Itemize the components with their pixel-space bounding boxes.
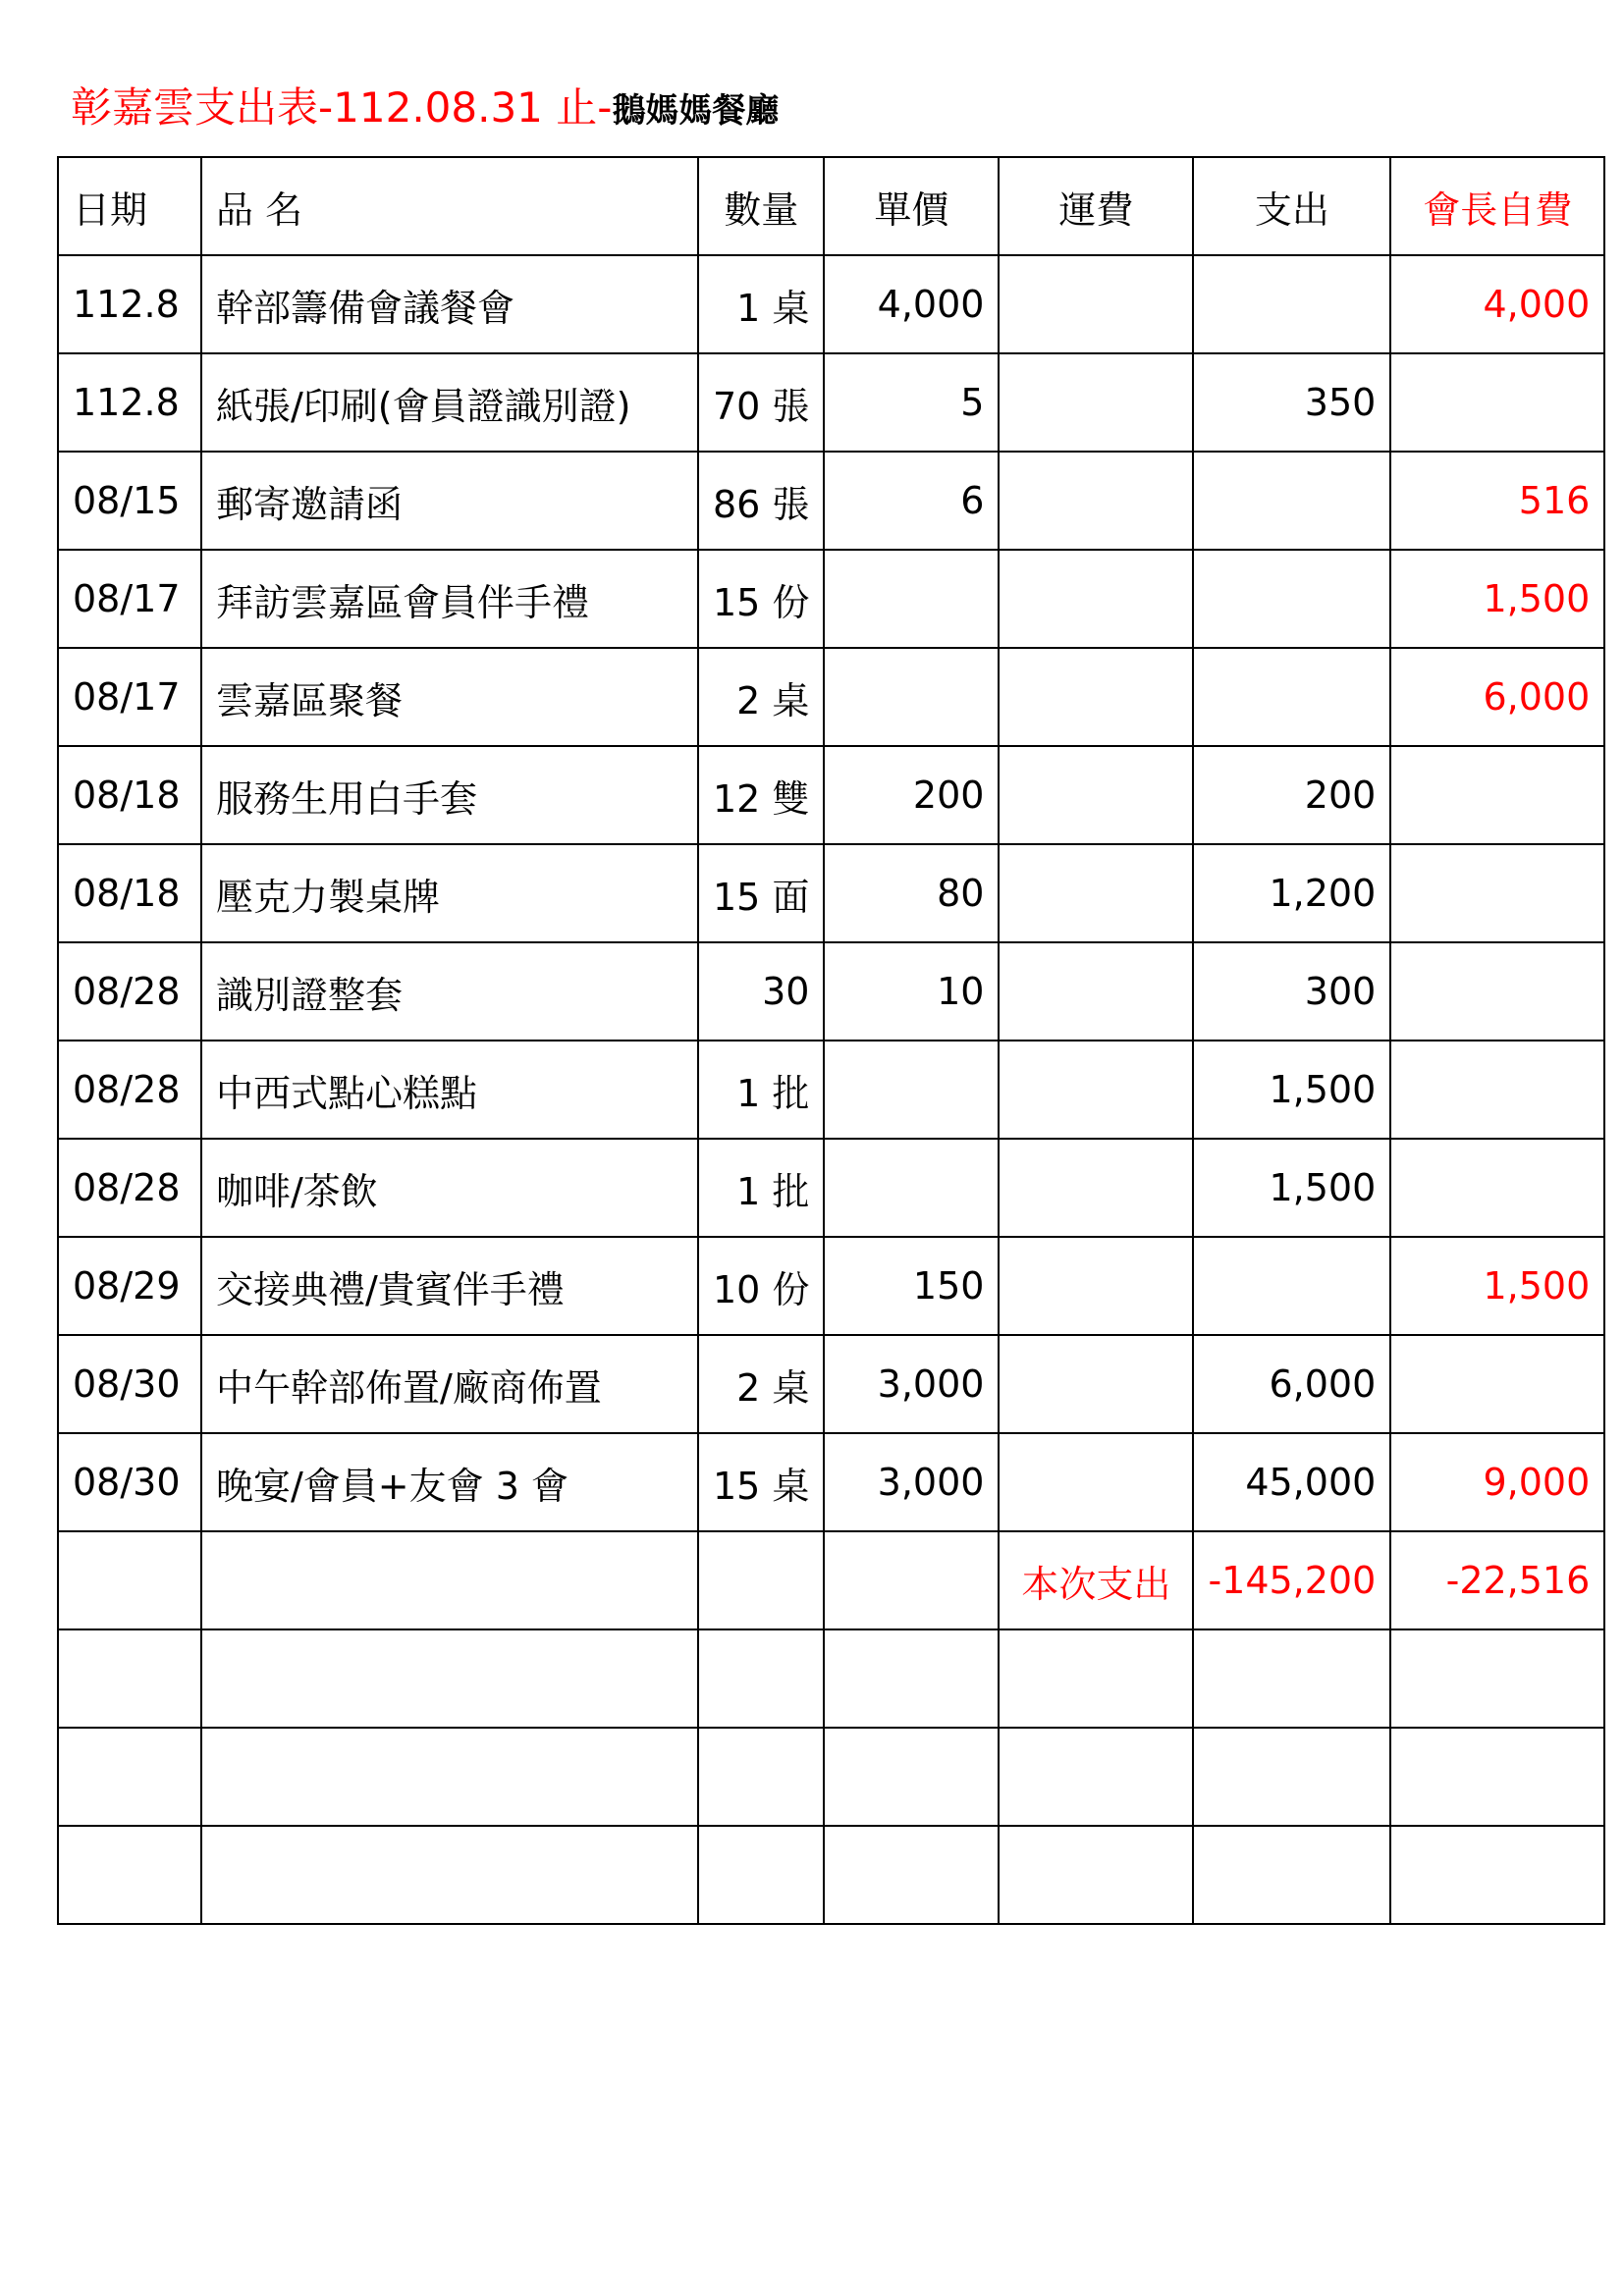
cell-empty bbox=[999, 1728, 1193, 1826]
cell-date: 08/28 bbox=[58, 942, 201, 1041]
cell-date: 08/15 bbox=[58, 452, 201, 550]
cell-president-paid bbox=[1390, 844, 1604, 942]
table-row bbox=[58, 1041, 1604, 1139]
totals-president: -22,516 bbox=[1390, 1531, 1604, 1629]
cell-date: 08/29 bbox=[58, 1237, 201, 1335]
cell-shipping bbox=[999, 353, 1193, 452]
cell-date: 08/18 bbox=[58, 844, 201, 942]
cell-expense: 350 bbox=[1193, 353, 1390, 452]
cell-shipping bbox=[999, 1335, 1193, 1433]
cell-date: 08/30 bbox=[58, 1335, 201, 1433]
cell-item-name: 雲嘉區聚餐 bbox=[201, 648, 698, 746]
cell-expense: 1,200 bbox=[1193, 844, 1390, 942]
cell-shipping bbox=[999, 844, 1193, 942]
cell-president-paid: 1,500 bbox=[1390, 1237, 1604, 1335]
empty-row bbox=[58, 1728, 1604, 1826]
cell-date: 08/28 bbox=[58, 1041, 201, 1139]
cell-expense: 1,500 bbox=[1193, 1041, 1390, 1139]
cell-empty bbox=[1193, 1629, 1390, 1728]
cell-president-paid bbox=[1390, 942, 1604, 1041]
cell-shipping bbox=[999, 746, 1193, 844]
header-president: 會長自費 bbox=[1390, 157, 1604, 255]
cell-unit-price: 3,000 bbox=[824, 1335, 999, 1433]
table-row bbox=[58, 1139, 1604, 1237]
cell-item-name: 拜訪雲嘉區會員伴手禮 bbox=[201, 550, 698, 648]
cell-quantity: 2 桌 bbox=[698, 648, 824, 746]
cell-item-name: 中午幹部佈置/廠商佈置 bbox=[201, 1335, 698, 1433]
cell-quantity: 12 雙 bbox=[698, 746, 824, 844]
cell-unit-price: 150 bbox=[824, 1237, 999, 1335]
cell-empty bbox=[999, 1629, 1193, 1728]
cell-expense bbox=[1193, 1237, 1390, 1335]
header-date: 日期 bbox=[58, 157, 201, 255]
table-row bbox=[58, 353, 1604, 452]
cell-item-name: 中西式點心糕點 bbox=[201, 1041, 698, 1139]
cell-empty bbox=[58, 1728, 201, 1826]
expense-table-body bbox=[58, 157, 1604, 1924]
cell-quantity: 10 份 bbox=[698, 1237, 824, 1335]
cell-expense bbox=[1193, 550, 1390, 648]
table-row bbox=[58, 452, 1604, 550]
document-title bbox=[71, 79, 779, 146]
header-row bbox=[58, 157, 1604, 255]
cell-quantity: 1 批 bbox=[698, 1139, 824, 1237]
cell-unit-price: 80 bbox=[824, 844, 999, 942]
table-row bbox=[58, 255, 1604, 353]
header-expense: 支出 bbox=[1193, 157, 1390, 255]
cell-empty bbox=[1193, 1826, 1390, 1924]
header-shipping: 運費 bbox=[999, 157, 1193, 255]
cell-expense: 6,000 bbox=[1193, 1335, 1390, 1433]
cell-item-name: 識別證整套 bbox=[201, 942, 698, 1041]
cell-shipping bbox=[999, 648, 1193, 746]
cell-empty bbox=[58, 1826, 201, 1924]
cell-empty bbox=[1390, 1728, 1604, 1826]
table-row bbox=[58, 1335, 1604, 1433]
cell-shipping bbox=[999, 550, 1193, 648]
cell-empty bbox=[1390, 1629, 1604, 1728]
header-qty: 數量 bbox=[698, 157, 824, 255]
cell-item-name: 紙張/印刷(會員證識別證) bbox=[201, 353, 698, 452]
totals-row bbox=[58, 1531, 1604, 1629]
cell-president-paid: 516 bbox=[1390, 452, 1604, 550]
cell-item-name: 交接典禮/貴賓伴手禮 bbox=[201, 1237, 698, 1335]
cell-quantity: 2 桌 bbox=[698, 1335, 824, 1433]
cell-shipping bbox=[999, 1433, 1193, 1531]
table-row bbox=[58, 844, 1604, 942]
cell-shipping bbox=[999, 1041, 1193, 1139]
cell-date: 112.8 bbox=[58, 255, 201, 353]
cell-empty bbox=[201, 1629, 698, 1728]
cell-empty bbox=[999, 1826, 1193, 1924]
cell-unit-price: 4,000 bbox=[824, 255, 999, 353]
cell-president-paid: 9,000 bbox=[1390, 1433, 1604, 1531]
cell-president-paid bbox=[1390, 746, 1604, 844]
cell-president-paid bbox=[1390, 1041, 1604, 1139]
table-row bbox=[58, 1433, 1604, 1531]
cell-empty bbox=[201, 1826, 698, 1924]
cell-quantity: 15 份 bbox=[698, 550, 824, 648]
cell-expense: 200 bbox=[1193, 746, 1390, 844]
cell-unit-price: 5 bbox=[824, 353, 999, 452]
cell-empty bbox=[824, 1531, 999, 1629]
cell-president-paid bbox=[1390, 353, 1604, 452]
cell-quantity: 30 bbox=[698, 942, 824, 1041]
cell-quantity: 15 桌 bbox=[698, 1433, 824, 1531]
cell-date: 08/17 bbox=[58, 648, 201, 746]
cell-unit-price: 10 bbox=[824, 942, 999, 1041]
cell-empty bbox=[1193, 1728, 1390, 1826]
cell-item-name: 晚宴/會員+友會 3 會 bbox=[201, 1433, 698, 1531]
cell-quantity: 15 面 bbox=[698, 844, 824, 942]
table-row bbox=[58, 746, 1604, 844]
totals-label: 本次支出 bbox=[999, 1531, 1193, 1629]
cell-quantity: 70 張 bbox=[698, 353, 824, 452]
cell-shipping bbox=[999, 1139, 1193, 1237]
cell-unit-price: 200 bbox=[824, 746, 999, 844]
cell-expense: 45,000 bbox=[1193, 1433, 1390, 1531]
cell-unit-price: 3,000 bbox=[824, 1433, 999, 1531]
cell-president-paid: 6,000 bbox=[1390, 648, 1604, 746]
cell-empty bbox=[201, 1531, 698, 1629]
cell-empty bbox=[201, 1728, 698, 1826]
cell-empty bbox=[698, 1531, 824, 1629]
cell-empty bbox=[698, 1826, 824, 1924]
cell-date: 08/30 bbox=[58, 1433, 201, 1531]
cell-unit-price bbox=[824, 1139, 999, 1237]
cell-expense bbox=[1193, 648, 1390, 746]
cell-quantity: 1 桌 bbox=[698, 255, 824, 353]
cell-empty bbox=[824, 1629, 999, 1728]
cell-empty bbox=[824, 1728, 999, 1826]
cell-expense bbox=[1193, 452, 1390, 550]
totals-expense: -145,200 bbox=[1193, 1531, 1390, 1629]
empty-row bbox=[58, 1629, 1604, 1728]
cell-president-paid bbox=[1390, 1335, 1604, 1433]
cell-expense: 300 bbox=[1193, 942, 1390, 1041]
cell-expense bbox=[1193, 255, 1390, 353]
cell-expense: 1,500 bbox=[1193, 1139, 1390, 1237]
cell-quantity: 1 批 bbox=[698, 1041, 824, 1139]
cell-empty bbox=[58, 1531, 201, 1629]
cell-shipping bbox=[999, 1237, 1193, 1335]
cell-quantity: 86 張 bbox=[698, 452, 824, 550]
cell-date: 112.8 bbox=[58, 353, 201, 452]
cell-empty bbox=[58, 1629, 201, 1728]
header-unit-price: 單價 bbox=[824, 157, 999, 255]
cell-president-paid: 1,500 bbox=[1390, 550, 1604, 648]
table-row bbox=[58, 1237, 1604, 1335]
cell-item-name: 郵寄邀請函 bbox=[201, 452, 698, 550]
cell-unit-price: 6 bbox=[824, 452, 999, 550]
cell-item-name: 壓克力製桌牌 bbox=[201, 844, 698, 942]
cell-president-paid bbox=[1390, 1139, 1604, 1237]
cell-unit-price bbox=[824, 550, 999, 648]
cell-shipping bbox=[999, 942, 1193, 1041]
cell-empty bbox=[698, 1728, 824, 1826]
title-main: 彰嘉雲支出表-112.08.31 止- bbox=[71, 83, 613, 132]
title-restaurant: 鵝媽媽餐廳 bbox=[612, 91, 780, 131]
header-name: 品 名 bbox=[201, 157, 698, 255]
cell-shipping bbox=[999, 452, 1193, 550]
cell-shipping bbox=[999, 255, 1193, 353]
table-row bbox=[58, 942, 1604, 1041]
cell-president-paid: 4,000 bbox=[1390, 255, 1604, 353]
cell-unit-price bbox=[824, 1041, 999, 1139]
cell-empty bbox=[698, 1629, 824, 1728]
table-row bbox=[58, 550, 1604, 648]
empty-row bbox=[58, 1826, 1604, 1924]
cell-item-name: 服務生用白手套 bbox=[201, 746, 698, 844]
cell-item-name: 幹部籌備會議餐會 bbox=[201, 255, 698, 353]
cell-date: 08/17 bbox=[58, 550, 201, 648]
cell-empty bbox=[824, 1826, 999, 1924]
table-row bbox=[58, 648, 1604, 746]
cell-item-name: 咖啡/茶飲 bbox=[201, 1139, 698, 1237]
cell-date: 08/28 bbox=[58, 1139, 201, 1237]
expense-table bbox=[57, 156, 1605, 1925]
cell-unit-price bbox=[824, 648, 999, 746]
cell-empty bbox=[1390, 1826, 1604, 1924]
cell-date: 08/18 bbox=[58, 746, 201, 844]
